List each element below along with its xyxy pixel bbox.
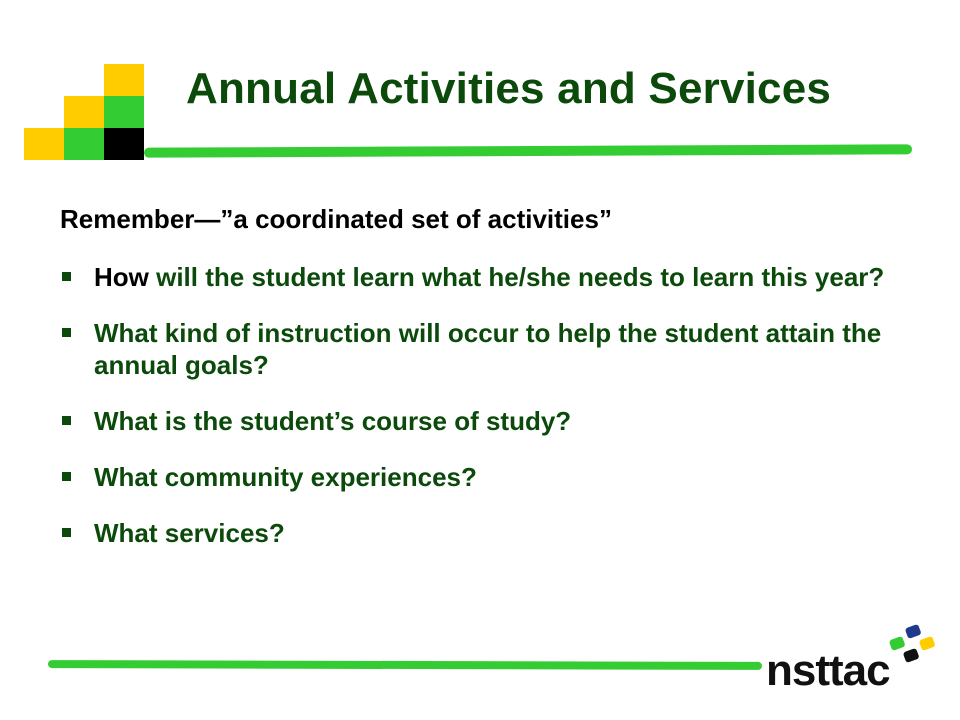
slide-title: Annual Activities and Services [186, 64, 832, 113]
decor-square-yellow-top [104, 64, 144, 96]
bullet-item [60, 261, 910, 293]
bullet-text: What community experiences? [94, 462, 477, 492]
bullet-text: What kind of instruction will occur to help the student attain the annual goals? [94, 318, 882, 380]
title-underline [144, 144, 912, 157]
bullet-item [60, 461, 910, 493]
square-bullet-icon [62, 472, 71, 481]
bullet-item [60, 405, 910, 437]
square-bullet-icon [62, 328, 71, 337]
square-bullet-icon [62, 416, 71, 425]
square-bullet-icon [62, 272, 71, 281]
bullet-text: What is the student’s course of study? [94, 406, 572, 436]
footer-rule [48, 660, 762, 670]
decor-square-yellow-mid [64, 96, 104, 128]
decor-square-yellow-bottom [24, 128, 64, 160]
intro-text: Remember—”a coordinated set of activities” [60, 204, 612, 234]
bullet-text: What services? [94, 518, 285, 548]
bullet-item [60, 517, 910, 549]
nsttac-logo-mark-icon [884, 622, 940, 668]
square-bullet-icon [62, 528, 71, 537]
slide-content [60, 204, 910, 573]
bullet-item [60, 317, 910, 381]
logo-text: nsttac [766, 646, 890, 695]
decor-square-black [104, 128, 144, 160]
nsttac-logo [766, 622, 942, 695]
bullet-text: will the student learn what he/she needs to learn this year? [148, 262, 885, 292]
bullet-list [60, 261, 910, 549]
bullet-lead: How [94, 262, 149, 292]
decor-square-green-mid [104, 96, 144, 128]
decor-square-green-bottom [64, 128, 104, 160]
